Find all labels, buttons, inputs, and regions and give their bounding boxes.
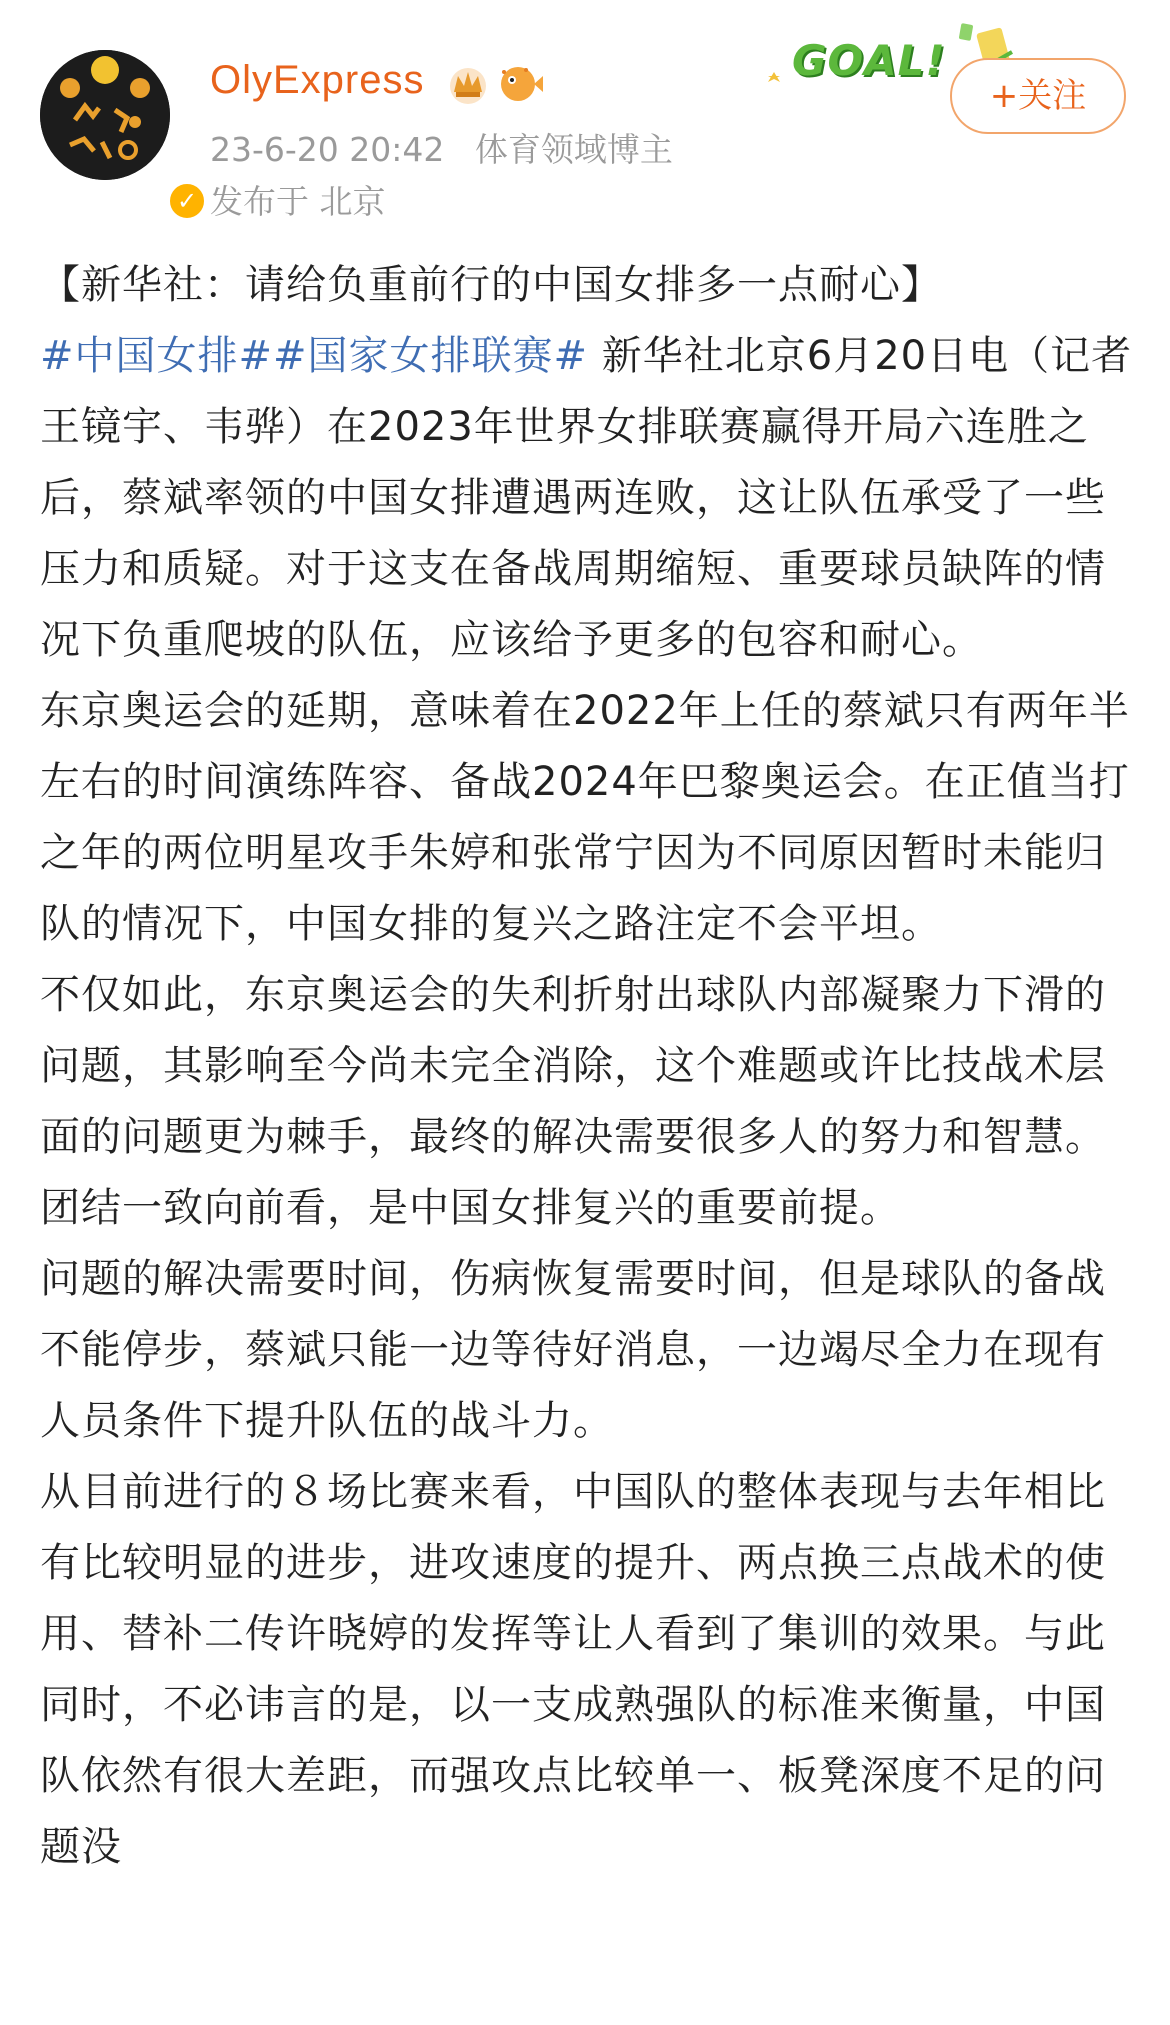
post-paragraph: 东京奥运会的延期，意味着在2022年上任的蔡斌只有两年半左右的时间演练阵容、备战2024年巴黎奥运会。在正值当打之年的两位明星攻手朱婷和张常宁因为不同原因暂时未能归队的情况下，中国女排的复兴之路注定不会平坦。 <box>40 688 1130 947</box>
post-paragraph: 从目前进行的８场比赛来看，中国队的整体表现与去年相比有比较明显的进步，进攻速度的提升、两点换三点战术的使用、替补二传许晓婷的发挥等让人看到了集训的效果。与此同时，不必讳言的是，以一支成熟强队的标准来衡量，中国队依然有很大差距，而强攻点比较单一、板凳深度不足的问题没 <box>40 1469 1106 1870</box>
avatar[interactable] <box>40 50 198 215</box>
crown-badge-icon[interactable] <box>446 62 490 106</box>
post-content <box>40 250 1140 1883</box>
post-paragraph: 不仅如此，东京奥运会的失利折射出球队内部凝聚力下滑的问题，其影响至今尚未完全消除，这个难题或许比技战术层面的问题更为棘手，最终的解决需要很多人的努力和智慧。团结一致向前看，是中国女排复兴的重要前提。 <box>40 972 1106 1231</box>
post-paragraph: 问题的解决需要时间，伤病恢复需要时间，但是球队的备战不能停步，蔡斌只能一边等待好消息，一边竭尽全力在现有人员条件下提升队伍的战斗力。 <box>40 1256 1106 1444</box>
follow-button[interactable]: +关注 <box>950 58 1126 134</box>
pufferfish-badge-icon[interactable] <box>496 62 544 106</box>
verified-badge-icon: ✓ <box>166 180 208 222</box>
post-header <box>0 0 1170 230</box>
post-paragraph <box>40 250 1140 676</box>
hashtag-link[interactable]: #国家女排联赛# <box>273 333 589 379</box>
post-location: 发布于 北京 <box>210 182 386 221</box>
post-text: 新华社北京6月20日电（记者王镜宇、韦骅）在2023年世界女排联赛赢得开局六连胜之后，蔡斌率领的中国女排遭遇两连败，这让队伍承受了一些压力和质疑。对于这支在备战周期缩短、重要球员缺阵的情况下负重爬坡的队伍，应该给予更多的包容和耐心。 <box>40 333 1133 663</box>
goal-sticker-text: GOAL! <box>792 36 946 85</box>
post-timestamp[interactable]: 23-6-20 20:42 <box>210 130 445 169</box>
hashtag-link[interactable]: #中国女排# <box>40 333 274 379</box>
avatar-sports-icon <box>40 50 170 180</box>
post-meta <box>210 124 693 171</box>
username[interactable]: OlyExpress <box>210 58 425 102</box>
post-title: 【新华社：请给负重前行的中国女排多一点耐心】 <box>40 262 942 308</box>
user-tag: 体育领域博主 <box>474 130 673 169</box>
